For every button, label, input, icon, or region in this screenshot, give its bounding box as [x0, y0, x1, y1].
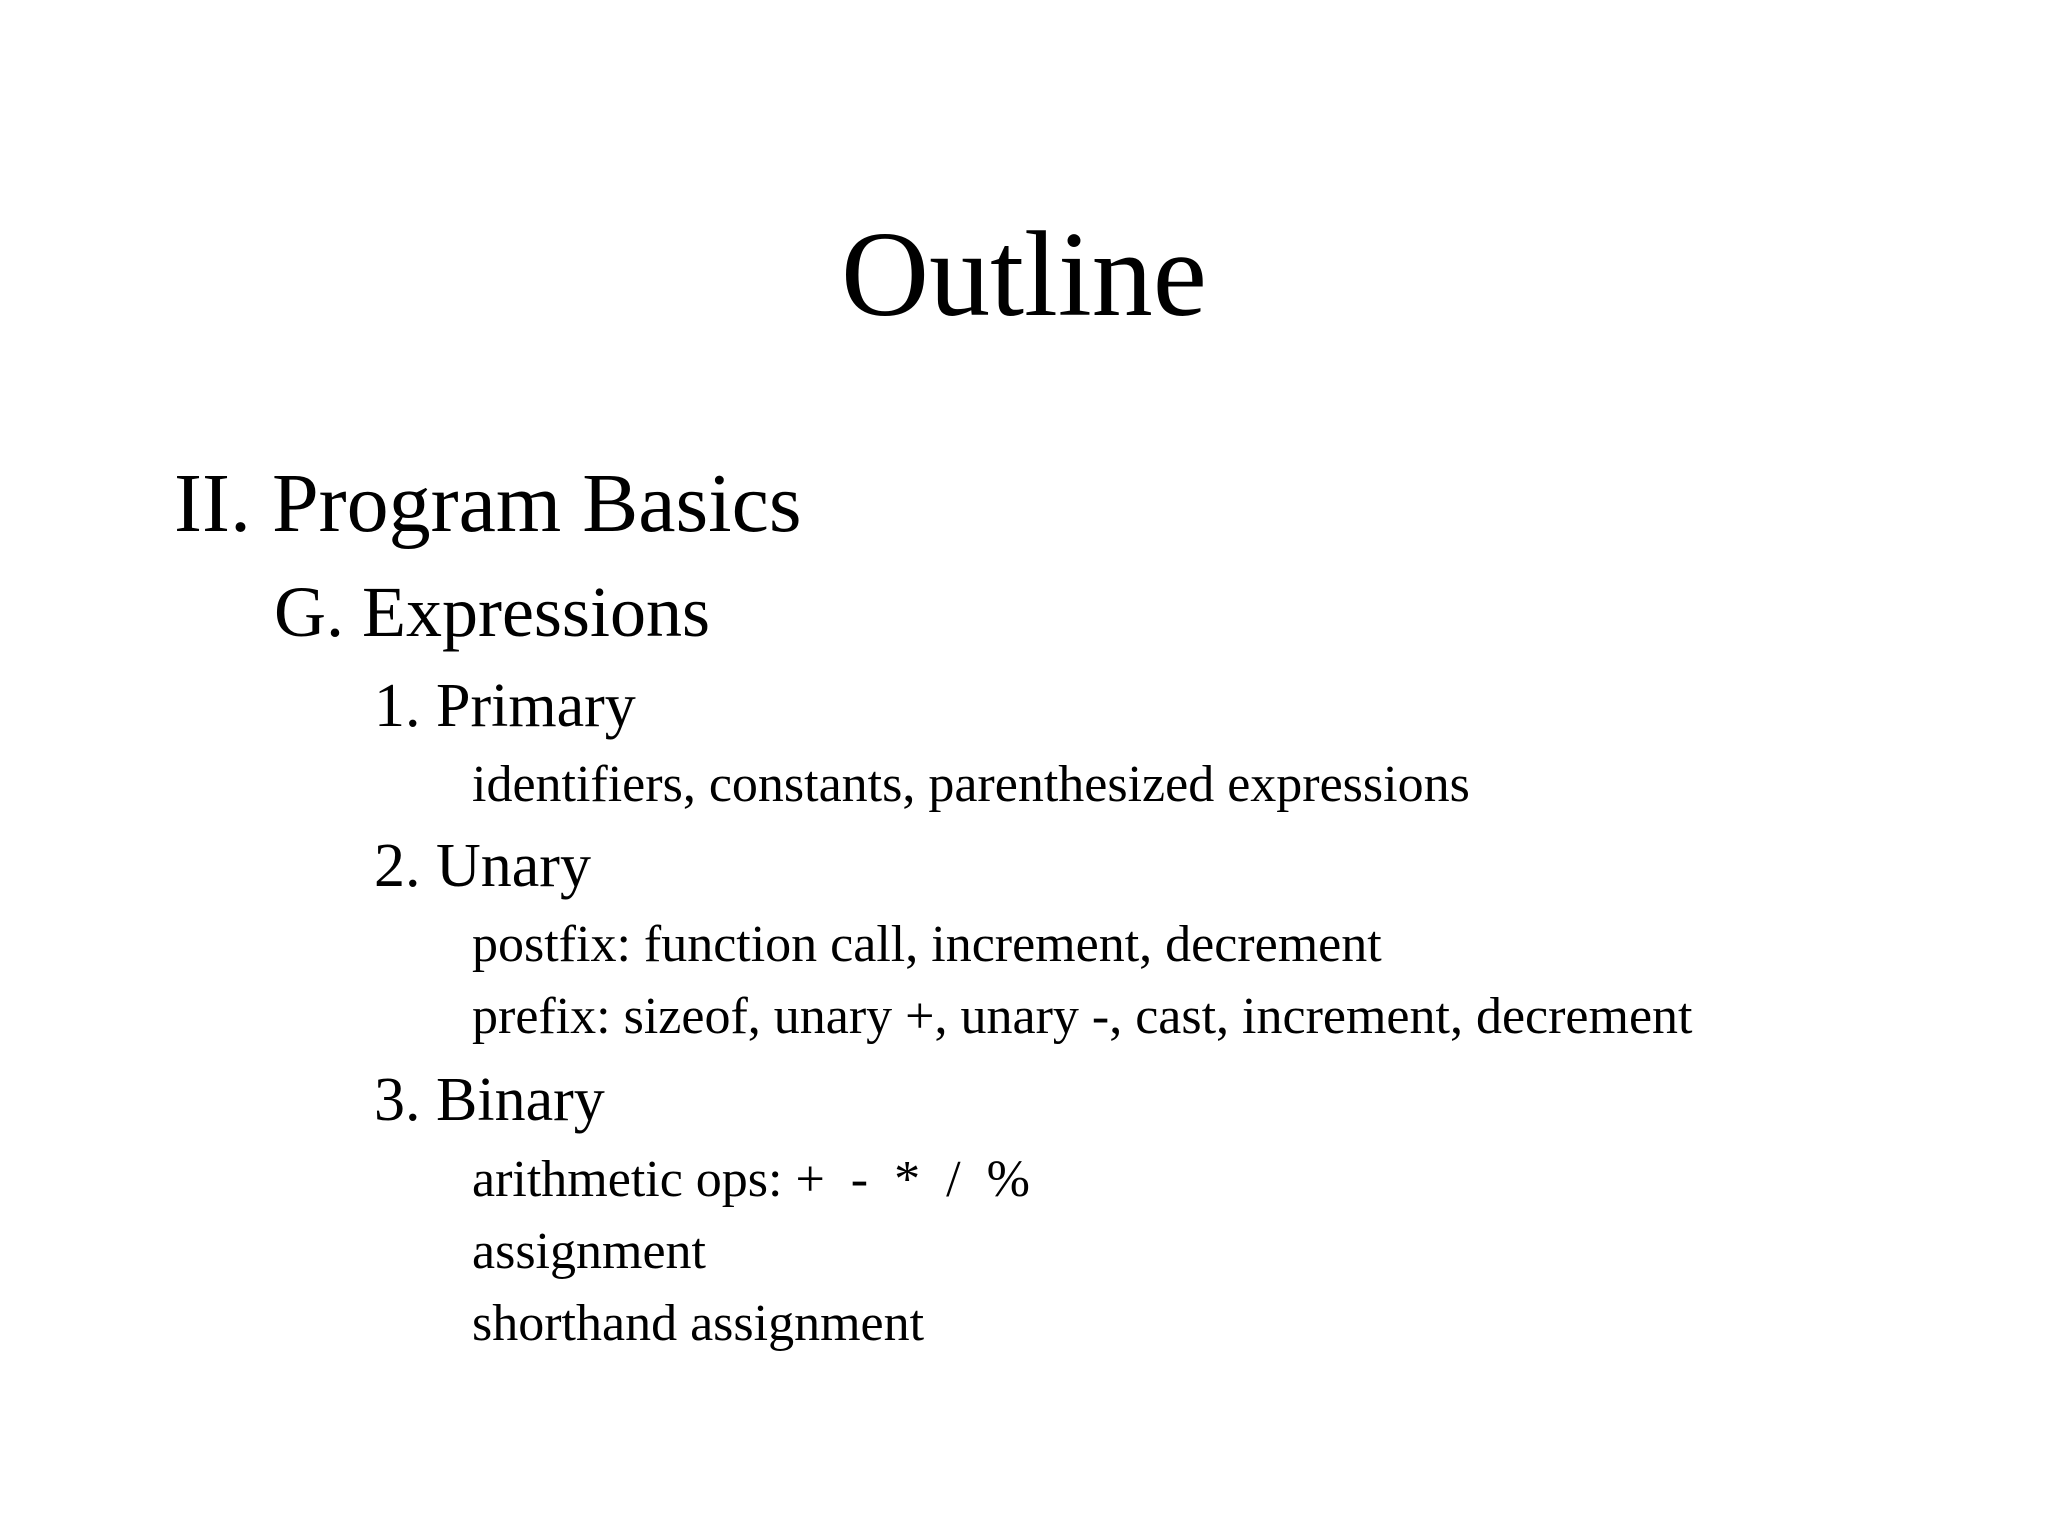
outline-detail-arithmetic-ops: arithmetic ops: + - * / %	[472, 1151, 1030, 1208]
outline-detail-postfix: postfix: function call, increment, decrement	[472, 916, 1382, 973]
outline-subsection-heading: G. Expressions	[274, 572, 710, 652]
outline-detail-prefix: prefix: sizeof, unary +, unary -, cast, increment, decrement	[472, 988, 1693, 1045]
outline-item-unary: 2. Unary	[374, 832, 591, 900]
outline-section-heading: II. Program Basics	[174, 457, 802, 550]
outline-detail-shorthand-assignment: shorthand assignment	[472, 1295, 925, 1352]
outline-item-binary: 3. Binary	[374, 1066, 605, 1134]
outline-detail-assignment: assignment	[472, 1223, 706, 1280]
outline-detail-primary: identifiers, constants, parenthesized expressions	[472, 756, 1470, 813]
slide-title: Outline	[841, 207, 1207, 342]
outline-item-primary: 1. Primary	[374, 672, 636, 740]
